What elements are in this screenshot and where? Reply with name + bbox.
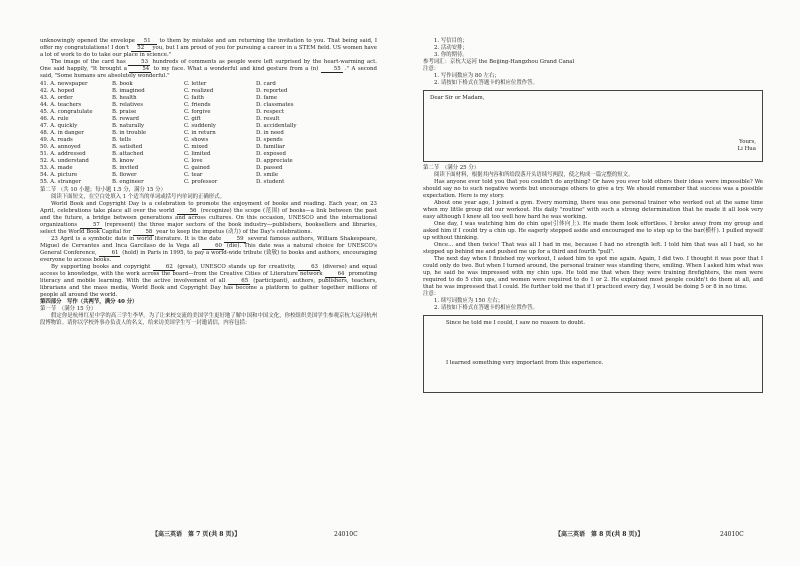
option-43-C[interactable]: C. faith bbox=[184, 95, 204, 101]
option-41-D[interactable]: D. card bbox=[256, 81, 276, 87]
left-column bbox=[40, 38, 377, 327]
option-50-A[interactable]: 50. A. annoyed bbox=[40, 144, 81, 150]
option-45-C[interactable]: C. forgive bbox=[184, 109, 211, 115]
option-53-B[interactable]: B. invited bbox=[112, 165, 139, 171]
option-51-A[interactable]: 51. A. addressed bbox=[40, 151, 86, 157]
option-51-B[interactable]: B. attached bbox=[112, 151, 144, 157]
option-49-D[interactable]: D. spends bbox=[256, 137, 283, 143]
note2-1: 1. 续写词数应为 150 左右； bbox=[434, 298, 504, 304]
reference-vocab: 参考词汇：京杭大运河 the Beijing-Hangzhou Grand Canal bbox=[423, 59, 575, 65]
footer-title-left: 【高三英语 第 7 页(共 8 页)】 bbox=[152, 531, 241, 538]
option-53-D[interactable]: D. passed bbox=[256, 165, 283, 171]
passage-para-1: unknowingly opened the envelope 51 to them by mistake and am returning the invitation to you. That being said, I offer my congratulations! I don't 52 you, but I am proud of you for pursuing a career in a STEM field. US women have a lot of work to do to take our place in science." bbox=[40, 38, 378, 58]
option-48-C[interactable]: C. in return bbox=[184, 130, 216, 136]
content-item-3: 3. 你的期待。 bbox=[434, 52, 468, 58]
letter-answer-box[interactable] bbox=[423, 90, 763, 162]
continuation-opener-2: I learned something very important from this experience. bbox=[446, 360, 604, 366]
option-52-C[interactable]: C. love bbox=[184, 158, 203, 164]
letter-signoff: Yours, Li Hua bbox=[737, 139, 756, 152]
option-52-B[interactable]: B. know bbox=[112, 158, 134, 164]
page-8 bbox=[400, 0, 800, 566]
blank-60[interactable]: 60 bbox=[202, 243, 224, 250]
option-43-B[interactable]: B. health bbox=[112, 95, 137, 101]
option-48-A[interactable]: 48. A. in danger bbox=[40, 130, 84, 136]
option-48-D[interactable]: D. in need bbox=[256, 130, 284, 136]
note-2: 2. 请按如下格式在答题卡的相应位置作答。 bbox=[434, 80, 538, 86]
option-51-D[interactable]: D. exposed bbox=[256, 151, 286, 157]
option-45-A[interactable]: 45. A. congratulate bbox=[40, 109, 93, 115]
option-45-D[interactable]: D. respect bbox=[256, 109, 284, 115]
option-44-C[interactable]: C. friends bbox=[184, 102, 211, 108]
story-para-2: About one year ago, I joined a gym. Every morning, there was one personal trainer who worked out at the same time when my little group did our workout. His daily "routine" with such a strong determination that he made it all look very easy although I knew all too well how hard he was working. bbox=[423, 200, 763, 220]
blank-56[interactable]: 56 bbox=[177, 208, 199, 215]
option-46-C[interactable]: C. gift bbox=[184, 116, 201, 122]
option-55-C[interactable]: C. professor bbox=[184, 179, 218, 185]
option-47-A[interactable]: 47. A. quickly bbox=[40, 123, 78, 129]
continuation-answer-box[interactable] bbox=[423, 315, 763, 393]
section2-instruction-right: 阅读下面材料，根据其内容和所给段落开头语续写两段，使之构成一篇完整的短文。 bbox=[434, 172, 634, 178]
option-41-B[interactable]: B. book bbox=[112, 81, 133, 87]
letter-salutation: Dear Sir or Madam, bbox=[430, 95, 485, 101]
option-45-B[interactable]: B. praise bbox=[112, 109, 137, 115]
option-46-B[interactable]: B. reward bbox=[112, 116, 140, 122]
option-47-B[interactable]: B. naturally bbox=[112, 123, 144, 129]
option-42-A[interactable]: 42. A. hoped bbox=[40, 88, 75, 94]
blank-51[interactable]: 51 bbox=[137, 38, 157, 45]
blank-53[interactable]: 53 bbox=[128, 59, 150, 66]
note-heading: 注意： bbox=[423, 66, 440, 72]
option-42-C[interactable]: C. realized bbox=[184, 88, 214, 94]
option-50-D[interactable]: D. familiar bbox=[256, 144, 285, 150]
option-52-D[interactable]: D. appreciate bbox=[256, 158, 293, 164]
story-para-4: Once... and then twice! That was all I had in me, because I had no strength left. I told him that was all I had, so he stepped up behind me and pushed me up for a third and fourth "pull". bbox=[423, 242, 763, 255]
option-49-B[interactable]: B. tells bbox=[112, 137, 131, 143]
blank-61[interactable]: 61 bbox=[99, 250, 121, 257]
option-47-C[interactable]: C. suddenly bbox=[184, 123, 216, 129]
option-54-B[interactable]: B. flower bbox=[112, 172, 137, 178]
note2-2: 2. 请按如下格式在答题卡的相应位置作答。 bbox=[434, 305, 538, 311]
option-55-B[interactable]: B. engineer bbox=[112, 179, 144, 185]
option-44-A[interactable]: 44. A. teachers bbox=[40, 102, 82, 108]
option-52-A[interactable]: 52. A. understand bbox=[40, 158, 89, 164]
writing-task: 假定你是杭州红星中学的高三学生李华。为了让来校交流的美国学生更好地了解中国和中国文化，你校组织美国学生参观京杭大运河杭州段博物馆。请你以学校外事办负责人的名义，给来访美国学生写一封邀请信，内容包括： bbox=[40, 313, 377, 326]
part4-section1: 第一节 （满分 15 分） bbox=[40, 306, 97, 312]
blank-57[interactable]: 57 bbox=[80, 222, 102, 229]
blank-62[interactable]: 62 bbox=[153, 264, 175, 271]
section2-instruction: 阅读下面短文，在空白处填入 1 个适当的单词或括号内单词的正确形式。 bbox=[51, 194, 225, 200]
blank-59[interactable]: 59 bbox=[224, 236, 246, 243]
option-53-C[interactable]: C. gained bbox=[184, 165, 210, 171]
story-para-5: The next day when I finished my workout, I asked him to spot me again. Again, I did two. I thought it was poor that I could only do two. But when I turned around, the personal trainer was standing there, smiling. When I asked him what was up, he said he was impressed with my chin ups. He told me that when they were training firefighters, the men were required to do 5 chin ups, and women were required to do 1 or 2. He explained most people couldn't do them at all, and that he was impressed that I could. He further told me that if I practiced every day, I would be doing 5 or 8 in no time. bbox=[423, 256, 763, 290]
grammar-para-1: World Book and Copyright Day is a celebration to promote the enjoyment of books and reading. Each year, on 23 April, celebrations take place all over the world 56 (recognize) the scope (范围) of books—a link between the past and the future, a bridge between generations and across cultures. On this occasion, UNESCO and the international organizations 57 (represent) the three major sectors of the book industry—publishers, booksellers and libraries, select the World Book Capital for 58 year to keep the impetus (动力) of the Day's celebrations. bbox=[40, 201, 378, 235]
passage-para-2: The image of the card has 53 hundreds of comments as people were left surprised by the heart-warming act. One said happily, "It brought a 54 to my face. What a wonderful and kind gesture from a (n) 55 ." A second said, "Some humans are absolutely wonderful." bbox=[40, 59, 377, 79]
option-48-B[interactable]: B. in trouble bbox=[112, 130, 147, 136]
option-44-D[interactable]: D. classmates bbox=[256, 102, 294, 108]
story-para-3: One day, I was watching him do chin ups(引体向上). He made them look effortless. I broke away from my group and asked him if I could try a chin up. He eagerly stepped aside and encouraged me to step up to the bar(横杆). I pulled myself up without thinking. bbox=[423, 221, 763, 241]
option-41-A[interactable]: 41. A. newspaper bbox=[40, 81, 88, 87]
grammar-para-2: 23 April is a symbolic date in world literature. It is the date 59 several famous authors, William Shakespeare, Miguel de Cervantes and Inca Garcilaso de la Vega all 60 (die). This date was a natural choice for UNESCO's General Conference, 61 (hold) in Paris in 1995, to pay a world-wide tribute (致敬) to books and authors, encouraging everyone to access books. bbox=[40, 236, 377, 263]
option-41-C[interactable]: C. letter bbox=[184, 81, 207, 87]
section2-heading-right: 第二节 （满分 25 分） bbox=[423, 165, 480, 171]
part4-heading: 第四部分 写作（共两节，满分 40 分） bbox=[40, 299, 138, 305]
option-50-C[interactable]: C. mixed bbox=[184, 144, 208, 150]
option-49-A[interactable]: 49. A. reads bbox=[40, 137, 73, 143]
blank-54[interactable]: 54 bbox=[129, 66, 151, 73]
note2-heading: 注意： bbox=[423, 291, 440, 297]
option-51-C[interactable]: C. limited bbox=[184, 151, 211, 157]
grammar-para-3: By supporting books and copyright 62 (great), UNESCO stands up for creativity, 63 (diverse) and equal access to knowledge, with the work across the board—from the Creative Cities of Literature network 64 promoting literacy and mobile learning. With the active involvement of all 65 (participant), authors, publishers, teachers, librarians and the mass media, World Book and Copyright Day has become a platform to gather together millions of people all around the world. bbox=[40, 264, 378, 298]
blank-65[interactable]: 65 bbox=[228, 278, 250, 285]
footer-code-left: 24010C bbox=[334, 531, 358, 538]
blank-64[interactable]: 64 bbox=[325, 271, 347, 278]
option-42-B[interactable]: B. imagined bbox=[112, 88, 145, 94]
option-42-D[interactable]: D. reported bbox=[256, 88, 288, 94]
option-49-C[interactable]: C. shows bbox=[184, 137, 209, 143]
option-54-D[interactable]: D. smile bbox=[256, 172, 279, 178]
option-43-D[interactable]: D. fame bbox=[256, 95, 278, 101]
option-46-A[interactable]: 46. A. rule bbox=[40, 116, 69, 122]
note-1: 1. 写作词数应为 80 左右； bbox=[434, 73, 500, 79]
option-54-C[interactable]: C. tear bbox=[184, 172, 203, 178]
option-44-B[interactable]: B. relatives bbox=[112, 102, 143, 108]
right-column bbox=[423, 38, 763, 393]
option-43-A[interactable]: 43. A. order bbox=[40, 95, 73, 101]
options-table bbox=[40, 81, 377, 186]
blank-58[interactable]: 58 bbox=[133, 229, 155, 236]
option-46-D[interactable]: D. result bbox=[256, 116, 280, 122]
story-para-1: Has anyone ever told you that you couldn't do anything? Or have you ever told others their ideas were impossible? We should say no to such negative words but encourage others to give a try. We should remember that success was a possible expectation. Here is my story. bbox=[423, 179, 763, 199]
option-55-A[interactable]: 55. A. stranger bbox=[40, 179, 82, 185]
blank-55[interactable]: 55 bbox=[321, 66, 343, 73]
option-47-D[interactable]: D. accidentally bbox=[256, 123, 297, 129]
content-item-2: 2. 活动安排； bbox=[434, 45, 468, 51]
blank-52[interactable]: 52 bbox=[131, 45, 151, 52]
option-55-D[interactable]: D. student bbox=[256, 179, 285, 185]
footer-code-right: 24010C bbox=[720, 531, 744, 538]
option-53-A[interactable]: 53. A. made bbox=[40, 165, 73, 171]
option-54-A[interactable]: 54. A. picture bbox=[40, 172, 78, 178]
footer-title-right: 【高三英语 第 8 页(共 8 页)】 bbox=[555, 531, 644, 538]
content-item-1: 1. 写信目的； bbox=[434, 38, 468, 44]
option-50-B[interactable]: B. satisfied bbox=[112, 144, 143, 150]
blank-63[interactable]: 63 bbox=[298, 264, 320, 271]
section2-heading: 第二节 （共 10 小题；每小题 1.5 分，满分 15 分） bbox=[40, 187, 166, 193]
continuation-opener-1: Since he told me I could, I saw no reason to doubt. bbox=[446, 320, 586, 326]
